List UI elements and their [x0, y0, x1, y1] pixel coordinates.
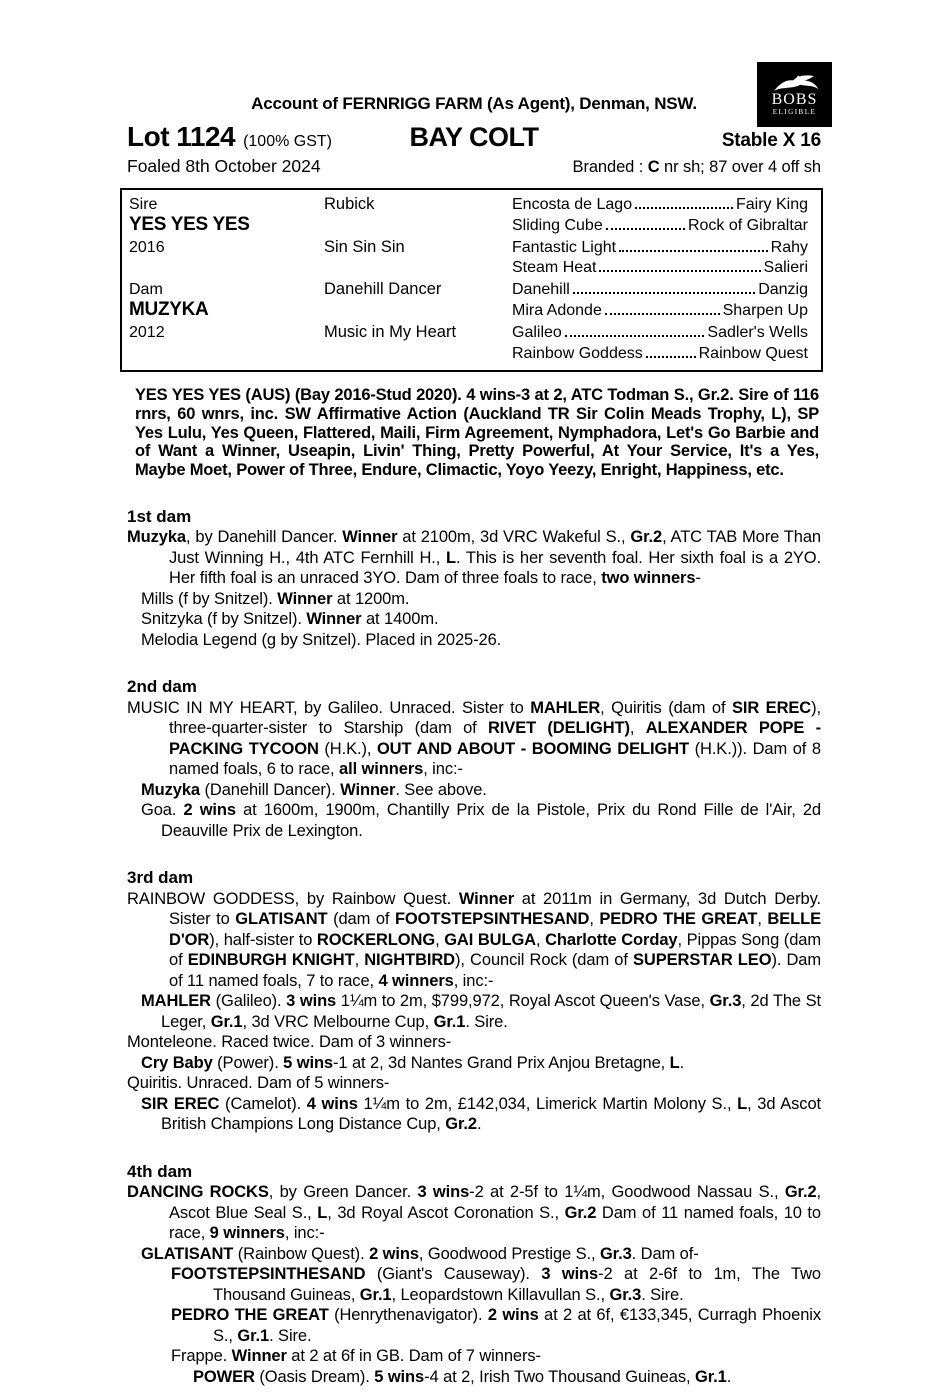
- pedigree-entry: Quiritis. Unraced. Dam of 5 winners-: [127, 1074, 390, 1093]
- ancestor-sire-name: Salieri: [763, 259, 808, 277]
- lot-number: Lot 1124: [127, 121, 236, 152]
- ancestor-pair: [512, 216, 808, 237]
- pedigree-entry: GLATISANT (Rainbow Quest). 2 wins, Goodwood Prestige S., Gr.3. Dam of-: [141, 1244, 699, 1263]
- gst-note: (100% GST): [243, 133, 332, 150]
- dot-leader: [573, 292, 755, 294]
- stable-number: Stable X 16: [721, 130, 821, 151]
- pedigree-entry: Muzyka, by Danehill Dancer. Winner at 2100m, 3d VRC Wakeful S., Gr.2, ATC TAB More Than Just Winning H., 4th ATC Fernhill H., L. This is her seventh foal. Her sixth foal is a 2YO. Her fifth foal is an unraced 3YO. Dam of three foals to race, two winners-: [127, 528, 822, 588]
- lot-row: [127, 121, 821, 153]
- pedigree-row: [129, 215, 808, 237]
- ancestor-pair: [512, 238, 808, 259]
- pedigree-row: [129, 300, 808, 322]
- sire-name: YES YES YES: [129, 214, 250, 236]
- dot-leader: [646, 356, 696, 358]
- pedigree-entry: Snitzyka (f by Snitzel). Winner at 1400m.: [141, 610, 439, 629]
- dam-name: MUZYKA: [129, 299, 209, 321]
- section-heading-3rd-dam: 3rd dam: [127, 868, 194, 888]
- pedigree-row: [129, 344, 808, 365]
- pedigree-entry: Frappe. Winner at 2 at 6f in GB. Dam of 7 winners-: [171, 1347, 541, 1366]
- pedigree-entry: Muzyka (Danehill Dancer). Winner. See above.: [141, 780, 487, 799]
- account-line: Account of FERNRIGG FARM (As Agent), Denman, NSW.: [251, 94, 697, 113]
- ancestor-sire-name: Sharpen Up: [722, 302, 808, 320]
- grandparent-name: Sin Sin Sin: [324, 237, 405, 256]
- ancestor-name: Fantastic Light: [512, 238, 617, 256]
- ancestor-name: Mira Adonde: [512, 302, 602, 320]
- section-heading-2nd-dam: 2nd dam: [127, 677, 197, 697]
- ancestor-sire-name: Rock of Gibraltar: [687, 217, 808, 235]
- ancestor-pair: [512, 195, 808, 216]
- ancestor-pair: [512, 323, 808, 344]
- dot-leader: [599, 270, 760, 272]
- ancestor-name: Rainbow Goddess: [512, 344, 643, 362]
- info-row: [127, 156, 821, 178]
- pedigree-entry: Goa. 2 wins at 1600m, 1900m, Chantilly Prix de la Pistole, Prix du Rond Fille de l'Air, 2d Deauville Prix de Lexington.: [141, 801, 821, 840]
- grandparent-name: Danehill Dancer: [324, 279, 442, 298]
- pedigree-entry: POWER (Oasis Dream). 5 wins-4 at 2, Irish Two Thousand Guineas, Gr.1.: [193, 1367, 732, 1386]
- ancestor-sire-name: Sadler's Wells: [707, 324, 808, 342]
- ancestor-name: Galileo: [512, 324, 562, 342]
- ancestor-sire-name: Rahy: [770, 238, 808, 256]
- pedigree-entry: Cry Baby (Power). 5 wins-1 at 2, 3d Nantes Grand Prix Anjou Bretagne, L.: [141, 1053, 685, 1072]
- dam-year: 2012: [129, 324, 165, 342]
- dot-leader: [565, 335, 705, 337]
- grandparent-name: Rubick: [324, 194, 375, 213]
- pedigree-entry: Monteleone. Raced twice. Dam of 3 winners-: [127, 1033, 452, 1052]
- pedigree-entry: RAINBOW GODDESS, by Rainbow Quest. Winner at 2011m in Germany, 3d Dutch Derby. Sister to GLATISANT (dam of FOOTSTEPSINTHESAND, PEDRO THE GREAT, BELLE D'OR), half-sister to ROCKERLONG, GAI BULGA, Charlotte Corday, Pippas Song (dam of EDINBURGH KNIGHT, NIGHTBIRD), Council Rock (dam of SUPERSTAR LEO). Dam of 11 named foals, 7 to race, 4 winners, inc:-: [127, 889, 822, 990]
- dam-label: Dam: [129, 280, 163, 298]
- ancestor-name: Danehill: [512, 280, 570, 298]
- ancestor-name: Encosta de Lago: [512, 195, 633, 213]
- pedigree-entry: Melodia Legend (g by Snitzel). Placed in 2025-26.: [141, 630, 502, 649]
- pedigree-row: [129, 258, 808, 279]
- pedigree-entry: Mills (f by Snitzel). Winner at 1200m.: [141, 589, 410, 608]
- pedigree-table: [120, 188, 823, 373]
- grandparent-name: Music in My Heart: [324, 323, 457, 342]
- pedigree-entry: FOOTSTEPSINTHESAND (Giant's Causeway). 3 wins-2 at 2-6f to 1m, The Two Thousand Guineas, Gr.1, Leopardstown Killavullan S., Gr.3. Sire.: [171, 1265, 821, 1304]
- bobs-logo-title: BOBS: [771, 90, 818, 108]
- ancestor-pair: [512, 280, 808, 301]
- ancestor-sire-name: Danzig: [758, 280, 808, 298]
- pedigree-entry: DANCING ROCKS, by Green Dancer. 3 wins-2 at 2-5f to 1¼m, Goodwood Nassau S., Gr.2, Ascot Blue Seal S., L, 3d Royal Ascot Coronation S., Gr.2 Dam of 11 named foals, 10 to race, 9 winners, inc:-: [127, 1183, 822, 1243]
- page-title: BAY COLT: [409, 122, 539, 152]
- bobs-logo-subtitle: ELIGIBLE: [772, 107, 817, 116]
- pedigree-entry: SIR EREC (Camelot). 4 wins 1¼m to 2m, £142,034, Limerick Martin Molony S., L, 3d Ascot British Champions Long Distance Cup, Gr.2.: [141, 1094, 822, 1134]
- pedigree-row: [129, 279, 808, 301]
- sire-year: 2016: [129, 238, 165, 256]
- pedigree-entry: MUSIC IN MY HEART, by Galileo. Unraced. Sister to MAHLER, Quiritis (dam of SIR EREC), three-quarter-sister to Starship (dam of RIVET (DELIGHT), ALEXANDER POPE - PACKING TYCOON (H.K.), OUT AND ABOUT - BOOMING DELIGHT (H.K.)). Dam of 8 named foals, 6 to race, all winners, inc:-: [127, 698, 822, 779]
- dot-leader: [605, 313, 720, 315]
- pedigree-row: [129, 194, 808, 216]
- ancestor-pair: [512, 301, 808, 322]
- pedigree-entry: PEDRO THE GREAT (Henrythenavigator). 2 wins at 2 at 6f, €133,345, Curragh Phoenix S., Gr.1. Sire.: [171, 1306, 822, 1345]
- brand-info: Branded : C nr sh; 87 over 4 off sh: [572, 158, 821, 176]
- pedigree-row: [129, 322, 808, 344]
- dot-leader: [606, 228, 685, 230]
- ancestor-sire-name: Rainbow Quest: [698, 344, 808, 362]
- section-heading-1st-dam: 1st dam: [127, 506, 192, 526]
- ancestor-sire-name: Fairy King: [735, 195, 808, 213]
- ancestor-pair: [512, 344, 808, 365]
- section-heading-4th-dam: 4th dam: [127, 1161, 193, 1181]
- sire-label: Sire: [129, 195, 158, 213]
- pedigree-entry: MAHLER (Galileo). 3 wins 1¼m to 2m, $799,972, Royal Ascot Queen's Vase, Gr.3, 2d The St Leger, Gr.1, 3d VRC Melbourne Cup, Gr.1. Sire.: [141, 992, 821, 1031]
- dot-leader: [635, 207, 733, 209]
- sire-summary: YES YES YES (AUS) (Bay 2016-Stud 2020). 4 wins-3 at 2, ATC Todman S., Gr.2. Sire of 116 rnrs, 60 wnrs, inc. SW Affirmative Action (Auckland TR Sir Colin Meads Trophy, L), SP Yes Lulu, Yes Queen, Flattered, Maili, Firm Agreement, Nymphadora, Let's Go Barbie and of Want a Winner, Useapin, Livin' Thing, Pretty Powerful, At Your Service, It's a Yes, Maybe Moet, Power of Three, Endure, Climactic, Yoyo Yeezy, Enright, Happiness, etc.: [135, 386, 819, 480]
- ancestor-pair: [512, 258, 808, 279]
- foaled-date: Foaled 8th October 2024: [127, 156, 321, 176]
- pedigree-row: [129, 237, 808, 259]
- ancestor-name: Steam Heat: [512, 259, 597, 277]
- ancestor-name: Sliding Cube: [512, 217, 603, 235]
- dot-leader: [619, 250, 768, 252]
